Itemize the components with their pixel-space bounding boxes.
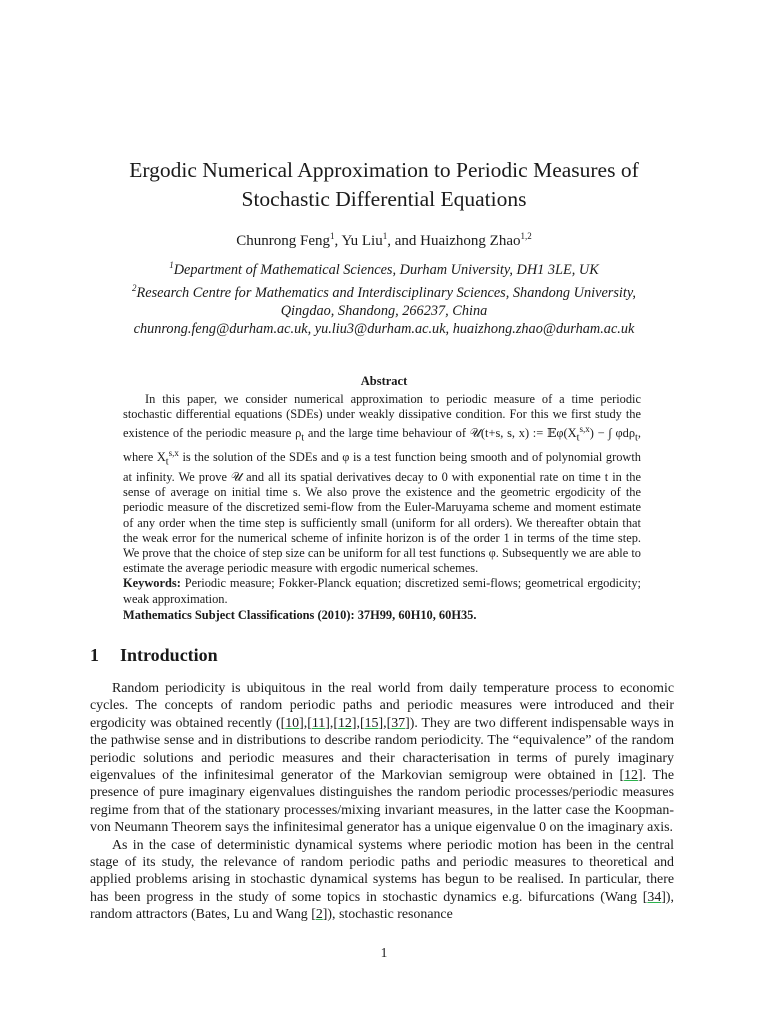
intro-paragraph-1: Random periodicity is ubiquitous in the real world from daily temperature process to economic cycles. The concepts of random periodic paths and periodic measures were introduced and their ergodicity was obtained recently ([10],[11],[12],[15],[37]). They are two different indispensable ways in the pathwise sense and in distributions to describe random periodicity. The “equivalence” of the random periodic solutions and periodic measures and their characterisation in terms of purely imaginary eigenvalues of the infinitesimal generator of the Markovian semigroup were obtained in [12]. The presence of pure imaginary eigenvalues distinguishes the random periodic processes/periodic measures regime from that of the stationary processes/mixing invariant measures, in the latter case the Koopman-von Neumann Theorem says the infinitesimal generator has a unique eigenvalue 0 on the imaginary axis.	[90, 681, 674, 836]
body-text: ]). They are two different indispensable ways in the pathwise sense and in distributions to describe random periodicity. The “equivalence” of the random periodic solutions and periodic measures and their characterisation in terms of purely imaginary eigenvalues of the infinitesimal generator of the Markovian semigroup were obtained in [	[90, 715, 674, 784]
msc-classification: Mathematics Subject Classifications (2010): 37H99, 60H10, 60H35.	[123, 608, 477, 622]
citation-link[interactable]: 11	[311, 715, 326, 731]
math-subscript: t	[301, 433, 305, 444]
affiliation-1	[60, 256, 708, 279]
math-subscript: t	[635, 433, 638, 444]
author-2: Yu Liu	[341, 233, 383, 249]
author-emails: chunrong.feng@durham.ac.uk, yu.liu3@durham.ac.uk, huaizhong.zhao@durham.ac.uk	[133, 320, 635, 337]
body-text: ]), stochastic resonance	[322, 907, 453, 923]
author-list	[84, 226, 684, 251]
abstract-paragraph	[123, 392, 641, 576]
math-superscript: s,x	[168, 448, 179, 459]
section-heading	[90, 645, 680, 666]
author-separator: ,	[334, 233, 342, 249]
keywords	[123, 576, 641, 606]
math-subscript: t	[576, 433, 580, 444]
abstract-text: , where X	[123, 426, 641, 465]
section-title: Introduction	[120, 645, 218, 665]
author-separator: , and	[387, 233, 421, 249]
citation-link[interactable]: 37	[391, 715, 406, 731]
math-subscript: t	[165, 456, 169, 468]
body-text: ]. The presence of pure imaginary eigenvalues distinguishes the random periodic processes/periodic measures regime from that of the stationary processes/mixing invariant measures, in the latter case the Koopman-von Neumann Theorem says the infinitesimal generator has a unique eigenvalue 0 on the imaginary axis.	[90, 768, 674, 836]
affiliation-1-text: Department of Mathematical Sciences, Durham University, DH1 3LE, UK	[173, 261, 599, 278]
introduction-body	[90, 680, 674, 924]
intro-paragraph-2	[90, 837, 674, 924]
citation-link[interactable]: 15	[364, 715, 379, 731]
affiliation-2-line-2: Qingdao, Shandong, 266237, China	[280, 302, 488, 319]
abstract-text: and the large time behaviour of 𝒰(t+s, s, x) := 𝔼φ(X	[304, 426, 577, 441]
author-2-affil: 1	[382, 231, 388, 241]
abstract-body	[123, 392, 641, 607]
title-line-2: Stochastic Differential Equations	[241, 187, 527, 211]
affiliation-2-mark: 2	[132, 282, 137, 293]
affiliation-1-mark: 1	[169, 260, 174, 270]
abstract-text: ) − ∫ φdρ	[589, 426, 636, 441]
abstract-text: is the solution of the SDEs and φ is a test function being smooth and of polynomial growth at infinity. We prove 𝒰 and all its spatial derivatives decay to 0 with exponential rate on time t in the sense of average on initial time s. We also prove the existence and the geometric ergodicity of the periodic measure of the discretized semi-flow from the Euler-Maruyama scheme and moment estimate of any order when the time step is sufficiently small (uniform for all orders). We thereafter obtain that the weak error for the numerical scheme of infinite horizon is of the order 1 in terms of the time step. We prove that the choice of step size can be uniform for all test functions φ. Subsequently we are able to estimate the average periodic measure with ergodic numerical schemes.	[123, 450, 641, 576]
title-line-1: Ergodic Numerical Approximation to Periodic Measures of	[129, 158, 639, 182]
citation-link[interactable]: 10	[285, 715, 300, 731]
abstract-heading: Abstract	[360, 374, 408, 388]
author-1: Chunrong Feng	[236, 233, 330, 249]
author-1-affil: 1	[329, 231, 335, 241]
citation-link[interactable]: 12	[624, 768, 638, 784]
page-number: 1	[380, 945, 388, 960]
citation-link[interactable]: 34	[647, 889, 662, 905]
paper-title	[84, 156, 684, 214]
math-superscript: s,x	[579, 424, 590, 435]
citation-link[interactable]: 12	[337, 715, 352, 731]
keywords-label: Keywords:	[123, 576, 181, 591]
affiliation-2	[60, 279, 708, 302]
keywords-text: Periodic measure; Fokker-Planck equation; discretized semi-flows; geometrical ergodicity; weak approximation.	[123, 576, 641, 606]
body-text: ]), random attractors (Bates, Lu and Wang [	[90, 889, 674, 923]
affiliation-2-text: Research Centre for Mathematics and Interdisciplinary Sciences, Shandong University,	[136, 284, 636, 301]
author-3-affil: 1,2	[520, 231, 532, 241]
body-text: As in the case of deterministic dynamical systems where periodic motion has been in the central stage of its study, the relevance of random periodic paths and periodic measures to theoretical and applied problems arising in stochastic dynamical systems has begun to be realised. In particular, there has been progress in the study of some topics in stochastic dynamics e.g. bifurcations (Wang [	[90, 837, 674, 905]
author-3: Huaizhong Zhao	[420, 233, 521, 249]
affiliations	[60, 256, 708, 338]
body-text: Random periodicity is ubiquitous in the real world from daily temperature process to economic cycles. The concepts of random periodic paths and periodic measures were introduced and their ergodicity was obtained recently ([	[90, 681, 674, 731]
section-number: 1	[90, 645, 99, 665]
citation-link[interactable]: 2	[315, 907, 323, 923]
abstract-text: In this paper, we consider numerical approximation to periodic measure of a time periodic stochastic differential equations (SDEs) under weakly dissipative condition. For this we first study the existence of the periodic measure ρ	[123, 392, 641, 441]
